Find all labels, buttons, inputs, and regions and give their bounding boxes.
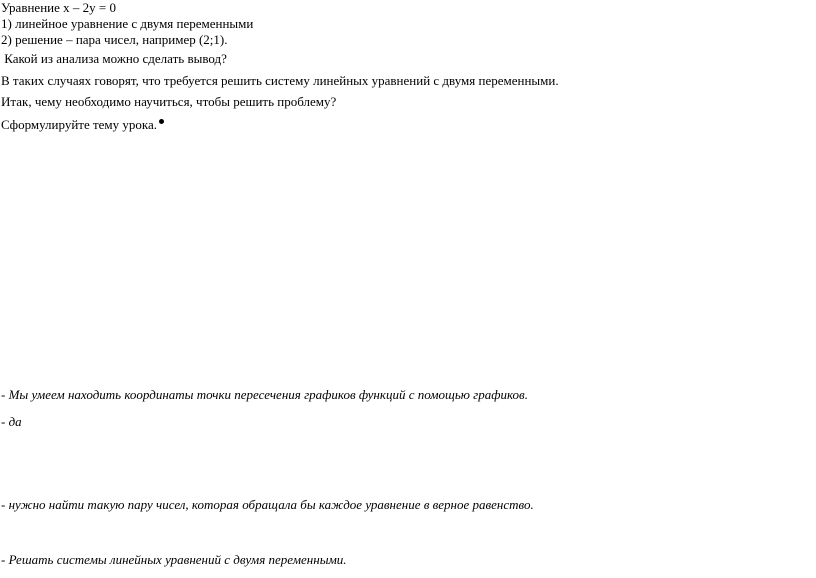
equation-line: Уравнение x – 2y = 0: [1, 0, 116, 15]
task-text: Сформулируйте тему урока.: [1, 117, 158, 132]
item-2-line: 2) решение – пара чисел, например (2;1).: [1, 32, 228, 47]
statement-line: В таких случаях говорят, что требуется решить систему линейных уравнений с двумя переменными.: [1, 73, 559, 88]
bullet-dot-icon: [159, 119, 164, 124]
answer-4-line: - Решать системы линейных уравнений с двумя переменными.: [1, 552, 347, 567]
question-2-line: Итак, чему необходимо научиться, чтобы решить проблему?: [1, 94, 337, 109]
answer-3-line: - нужно найти такую пару чисел, которая обращала бы каждое уравнение в верное равенство.: [1, 497, 534, 512]
question-1-line: Какой из анализа можно сделать вывод?: [1, 51, 227, 66]
answer-2-line: - да: [1, 414, 22, 429]
task-line: [1, 117, 164, 133]
item-1-line: 1) линейное уравнение с двумя переменными: [1, 16, 254, 31]
answer-1-line: - Мы умеем находить координаты точки пересечения графиков функций с помощью графиков.: [1, 387, 528, 402]
